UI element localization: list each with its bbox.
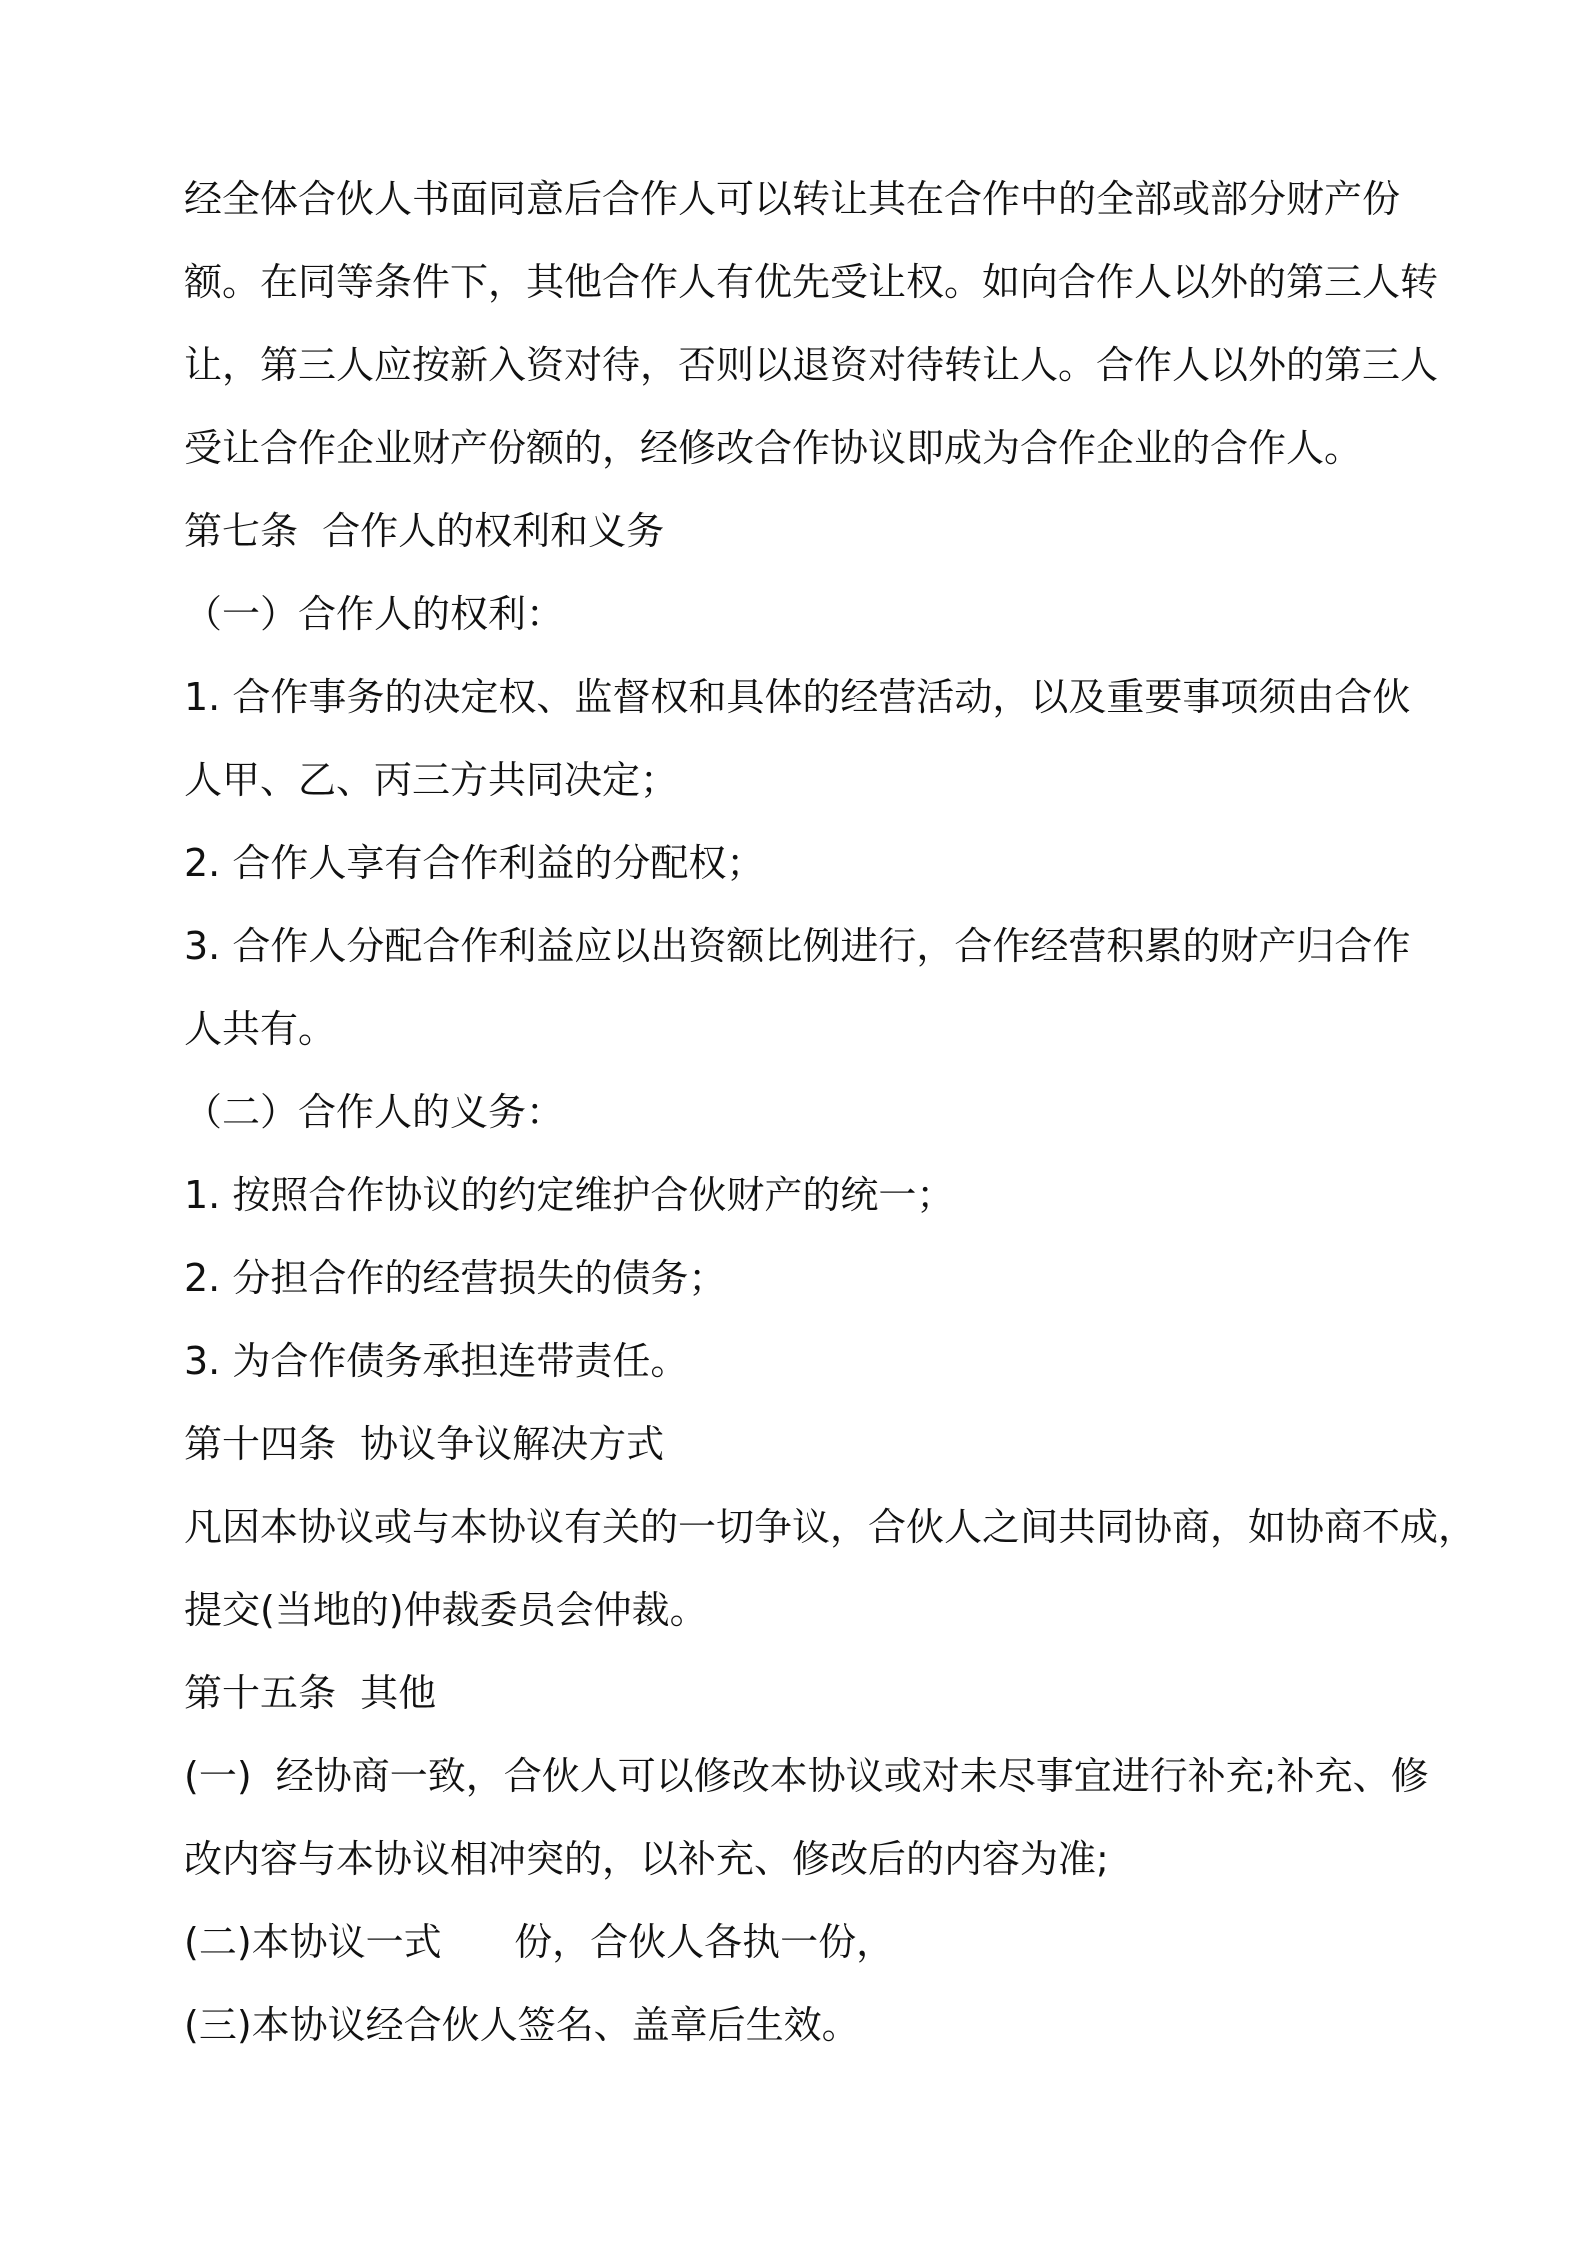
body-paragraph-line: 受让合作企业财产份额的，经修改合作协议即成为合作企业的合作人。	[184, 426, 1363, 470]
list-item: 1. 按照合作协议的约定维护合伙财产的统一；	[184, 1173, 955, 1217]
body-paragraph-line: 让，第三人应按新入资对待，否则以退资对待转让人。合作人以外的第三人	[184, 343, 1439, 387]
body-paragraph-line: 额。在同等条件下，其他合作人有优先受让权。如向合作人以外的第三人转	[184, 260, 1439, 304]
list-item: 1. 合作事务的决定权、监督权和具体的经营活动，以及重要事项须由合伙	[184, 675, 1411, 719]
list-item: 3. 为合作债务承担连带责任。	[184, 1339, 689, 1383]
article-heading: 第七条 合作人的权利和义务	[184, 509, 665, 553]
section-heading: （二）合作人的义务：	[184, 1090, 565, 1134]
list-item-continuation: 人共有。	[184, 1007, 337, 1051]
body-paragraph-line: 提交(当地的)仲裁委员会仲裁。	[184, 1588, 708, 1632]
body-paragraph-line: 凡因本协议或与本协议有关的一切争议，合伙人之间共同协商，如协商不成，	[184, 1505, 1477, 1549]
list-item-continuation: 改内容与本协议相冲突的，以补充、修改后的内容为准;	[184, 1837, 1109, 1881]
article-heading: 第十四条 协议争议解决方式	[184, 1422, 665, 1466]
list-item: 3. 合作人分配合作利益应以出资额比例进行，合作经营积累的财产归合作	[184, 924, 1411, 968]
document-body	[184, 158, 1477, 2067]
list-item: 2. 合作人享有合作利益的分配权；	[184, 841, 765, 885]
list-item: (三)本协议经合伙人签名、盖章后生效。	[184, 2003, 860, 2047]
section-heading: （一）合作人的权利：	[184, 592, 565, 636]
list-item: 2. 分担合作的经营损失的债务；	[184, 1256, 727, 1300]
list-item: (一) 经协商一致，合伙人可以修改本协议或对未尽事宜进行补充;补充、修	[184, 1754, 1429, 1798]
body-paragraph-line: 经全体合伙人书面同意后合作人可以转让其在合作中的全部或部分财产份	[184, 177, 1401, 221]
list-item: (二)本协议一式 份，合伙人各执一份，	[184, 1920, 895, 1964]
article-heading: 第十五条 其他	[184, 1671, 437, 1715]
list-item-continuation: 人甲、乙、丙三方共同决定；	[184, 758, 679, 802]
